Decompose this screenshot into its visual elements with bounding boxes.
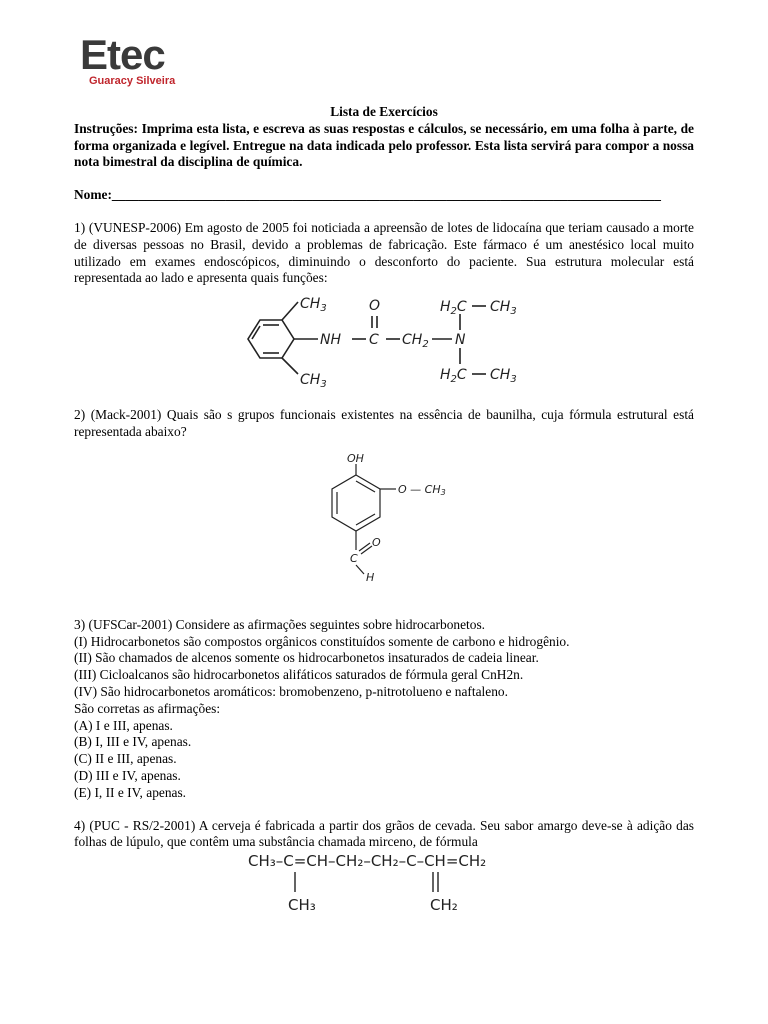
question-4: 4) (PUC - RS/2-2001) A cerveja é fabricada a partir dos grãos de cevada. Seu sabor amargo deve-se à adição das folhas de lúpulo, que contêm uma substância chamada mirceno, de fórmula (74, 817, 694, 850)
ch3-bottom-label: $CH_3$ (300, 372, 327, 390)
q3-option-a: (A) I e III, apenas. (74, 717, 173, 733)
carbonyl-o-label: O (369, 298, 381, 314)
ch3-right-bottom-label: $CH_3$ (490, 367, 517, 385)
q3-line: (IV) São hidrocarbonetos aromáticos: bromobenzeno, p-nitrotolueno e naftaleno. (74, 683, 508, 699)
myrcene-chain-label: CH₃–C=CH–CH₂–CH₂–C–CH=CH₂ (248, 852, 487, 870)
etec-logo (80, 31, 176, 87)
myrcene-ch2-label: CH₂ (430, 896, 458, 914)
ch3-top-label: $CH_3$ (300, 296, 327, 314)
oh-label: OH (347, 452, 364, 465)
q3-option-e: (E) I, II e IV, apenas. (74, 784, 187, 800)
q3-line: São corretas as afirmações: (74, 700, 221, 716)
myrcene-ch3-label: CH₃ (288, 896, 316, 914)
logo-main-text: Etec (80, 31, 165, 78)
instructions: Instruções: Imprima esta lista, e escreva as suas respostas e cálculos, se necessário, em uma folha à parte, de forma organizada e legível. Entregue na data indicada pelo professor. Esta lista servirá para compor a nossa nota bimestral da disciplina de química. (74, 120, 694, 170)
name-field-label: Nome:__________________________________________________________________________________ (74, 187, 661, 203)
n-label: N (455, 332, 466, 348)
question-2: 2) (Mack-2001) Quais são s grupos funcionais existentes na essência de baunilha, cuja fórmula estrutural está representada abaixo? (74, 407, 694, 439)
q3-option-c: (C) II e III, apenas. (74, 751, 177, 767)
aldehyde-c-label: C (350, 552, 358, 565)
h2c-top-label: $H_2C$ (440, 299, 467, 317)
ch2-label: $CH_2$ (402, 332, 429, 350)
aldehyde-h-label: H (366, 571, 375, 584)
ch3-right-top-label: $CH_3$ (490, 299, 517, 317)
logo-sub-text: Guaracy Silveira (89, 75, 176, 87)
nh-label: NH (320, 332, 341, 348)
aldehyde-o-label: O (372, 536, 381, 549)
vanillin-structure (316, 450, 466, 590)
q3-option-b: (B) I, III e IV, apenas. (74, 734, 192, 750)
carbonyl-c-label: C (369, 332, 379, 348)
q3-line: 3) (UFSCar-2001) Considere as afirmações seguintes sobre hidrocarbonetos. (74, 616, 486, 632)
lidocaine-structure (236, 290, 536, 390)
h2c-bottom-label: $H_2C$ (440, 367, 467, 385)
question-3 (74, 617, 694, 802)
q3-line: (III) Cicloalcanos são hidrocarbonetos alifáticos saturados de fórmula geral CnH2n. (74, 667, 524, 683)
q3-line: (I) Hidrocarbonetos são compostos orgânicos constituídos somente de carbono e hidrogênio. (74, 633, 570, 649)
q3-option-d: (D) III e IV, apenas. (74, 767, 181, 783)
myrcene-structure (246, 848, 546, 914)
methoxy-label: O — CH3 (398, 483, 446, 497)
question-1: 1) (VUNESP-2006) Em agosto de 2005 foi noticiada a apreensão de lotes de lidocaína que teriam causado a morte de diversas pessoas no Brasil, devido a problemas de fabricação. Este fármaco é um anestésico local muito utilizado em exames endoscópicos, diminuindo o desconforto do paciente. Sua estrutura molecular está representada ao lado e apresenta quais funções: (74, 219, 694, 286)
sheet-title: Lista de Exercícios (330, 104, 438, 119)
q3-line: (II) São chamados de alcenos somente os hidrocarbonetos insaturados de cadeia linear. (74, 650, 539, 666)
